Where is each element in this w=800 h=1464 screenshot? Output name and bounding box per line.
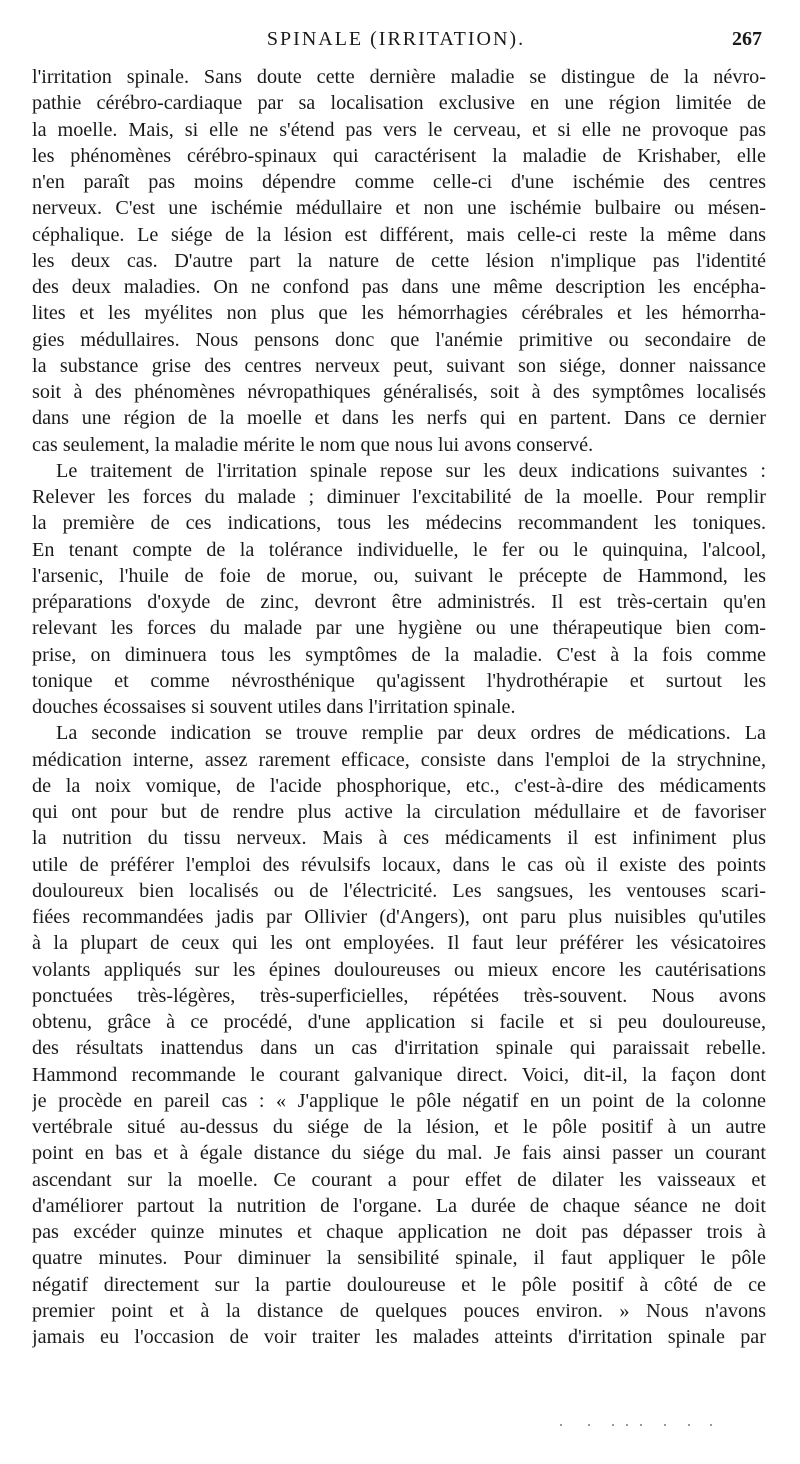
text-line: douloureux bien localisés ou de l'électricité. Les sangsues, les ventouses scari-: [32, 879, 766, 902]
text-line: des résultats inattendus dans un cas d'irritation spinale qui paraissait rebelle.: [32, 1037, 766, 1060]
page-number: 267: [732, 28, 762, 50]
text-line: négatif directement sur la partie douloureuse et le pôle positif à côté de ce: [32, 1273, 766, 1296]
text-line: à la plupart de ceux qui les ont employées. Il faut leur préférer les vésicatoires: [32, 932, 766, 955]
text-line: nerveux. C'est une ischémie médullaire et non une ischémie bulbaire ou mésen-: [32, 197, 766, 220]
text-line: point en bas et à égale distance du siége du mal. Je fais ainsi passer un courant: [32, 1142, 766, 1165]
text-line: La seconde indication se trouve remplie par deux ordres de médications. La: [56, 722, 766, 745]
text-line: qui ont pour but de rendre plus active la circulation médullaire et de favoriser: [32, 801, 766, 823]
text-line: premier point et à la distance de quelques pouces environ. » Nous n'avons: [32, 1299, 766, 1322]
text-line: Hammond recommande le courant galvanique direct. Voici, dit-il, la façon dont: [32, 1063, 766, 1086]
text-line: pathie cérébro-cardiaque par sa localisation exclusive en une région limitée de: [32, 92, 766, 115]
running-title: SPINALE (IRRITATION).: [266, 28, 526, 50]
text-line: fiées recommandées jadis par Ollivier (d'Angers), ont paru plus nuisibles qu'utiles: [32, 906, 766, 928]
text-line: d'améliorer partout la nutrition de l'organe. La durée de chaque séance ne doit: [32, 1194, 766, 1217]
text-line: prise, on diminuera tous les symptômes de la maladie. C'est à la fois comme: [32, 643, 766, 666]
text-line: céphalique. Le siége de la lésion est différent, mais celle-ci reste la même dans: [32, 223, 766, 246]
text-line: tonique et comme névrosthénique qu'agissent l'hydrothérapie et surtout les: [32, 669, 766, 692]
text-line: utile de préférer l'emploi des révulsifs locaux, dans le cas où il existe des points: [32, 853, 766, 876]
text-line: la substance grise des centres nerveux peut, suivant son siége, donner naissance: [32, 354, 766, 377]
text-line: médication interne, assez rarement efficace, consiste dans l'emploi de la strychnine,: [32, 748, 766, 771]
running-head: [30, 28, 762, 56]
text-line: lites et les myélites non plus que les hémorrhagies cérébrales et les hémorrha-: [32, 302, 766, 325]
text-line: des deux maladies. On ne confond pas dans une même description les encépha-: [32, 276, 766, 298]
text-line: ascendant sur la moelle. Ce courant a pour effet de dilater les vaisseaux et: [32, 1168, 766, 1191]
text-line: pas excéder quinze minutes et chaque application ne doit pas dépasser trois à: [32, 1221, 766, 1243]
text-line: n'en paraît pas moins dépendre comme celle-ci d'une ischémie des centres: [32, 171, 766, 193]
text-line: les deux cas. D'autre part la nature de cette lésion n'implique pas l'identité: [32, 249, 766, 272]
text-line: soit à des phénomènes névropathiques généralisés, soit à des symptômes localisés: [32, 381, 766, 403]
body-text: [32, 64, 766, 1350]
text-line: volants appliqués sur les épines douloureuses ou mieux encore les cautérisations: [32, 958, 766, 981]
text-line: vertébrale situé au-dessus du siége de la lésion, et le pôle positif à un autre: [32, 1116, 766, 1138]
text-line: En tenant compte de la tolérance individuelle, le fer ou le quinquina, l'alcool,: [32, 538, 766, 561]
text-line: dans une région de la moelle et dans les nerfs qui en partent. Dans ce dernier: [32, 407, 766, 430]
text-line: Le traitement de l'irritation spinale repose sur les deux indications suivantes :: [56, 459, 766, 482]
paragraph-end-line: cas seulement, la maladie mérite le nom que nous lui avons conservé.: [32, 433, 594, 456]
text-line: ponctuées très-légères, très-superficielles, répétées très-souvent. Nous avons: [32, 984, 766, 1007]
text-line: obtenu, grâce à ce procédé, d'une application si facile et si peu douloureuse,: [32, 1011, 766, 1033]
text-line: la moelle. Mais, si elle ne s'étend pas vers le cerveau, et si elle ne provoque pas: [32, 118, 766, 141]
text-line: l'arsenic, l'huile de foie de morue, ou, suivant le précepte de Hammond, les: [32, 564, 766, 587]
text-line: relevant les forces du malade par une hygiène ou une thérapeutique bien com-: [32, 617, 766, 640]
text-line: l'irritation spinale. Sans doute cette dernière maladie se distingue de la névro-: [32, 66, 766, 88]
text-line: la nutrition du tissu nerveux. Mais à ces médicaments il est infiniment plus: [32, 827, 766, 850]
text-line: quatre minutes. Pour diminuer la sensibilité spinale, il faut appliquer le pôle: [32, 1247, 766, 1270]
text-line: les phénomènes cérébro-spinaux qui caractérisent la maladie de Krishaber, elle: [32, 144, 766, 167]
scan-specks: [560, 1424, 720, 1428]
text-line: la première de ces indications, tous les médecins recommandent les toniques.: [32, 512, 766, 535]
text-line: jamais eu l'occasion de voir traiter les malades atteints d'irritation spinale par: [32, 1326, 766, 1348]
text-line: gies médullaires. Nous pensons donc que l'anémie primitive ou secondaire de: [32, 328, 766, 351]
paragraph-end-line: douches écossaises si souvent utiles dans l'irritation spinale.: [32, 696, 516, 718]
text-line: préparations d'oxyde de zinc, devront être administrés. Il est très-certain qu'en: [32, 591, 766, 613]
text-line: de la noix vomique, de l'acide phosphorique, etc., c'est-à-dire des médicaments: [32, 774, 766, 797]
text-line: je procède en pareil cas : « J'applique le pôle négatif en un point de la colonne: [32, 1089, 766, 1112]
text-line: Relever les forces du malade ; diminuer l'excitabilité de la moelle. Pour remplir: [32, 486, 766, 508]
